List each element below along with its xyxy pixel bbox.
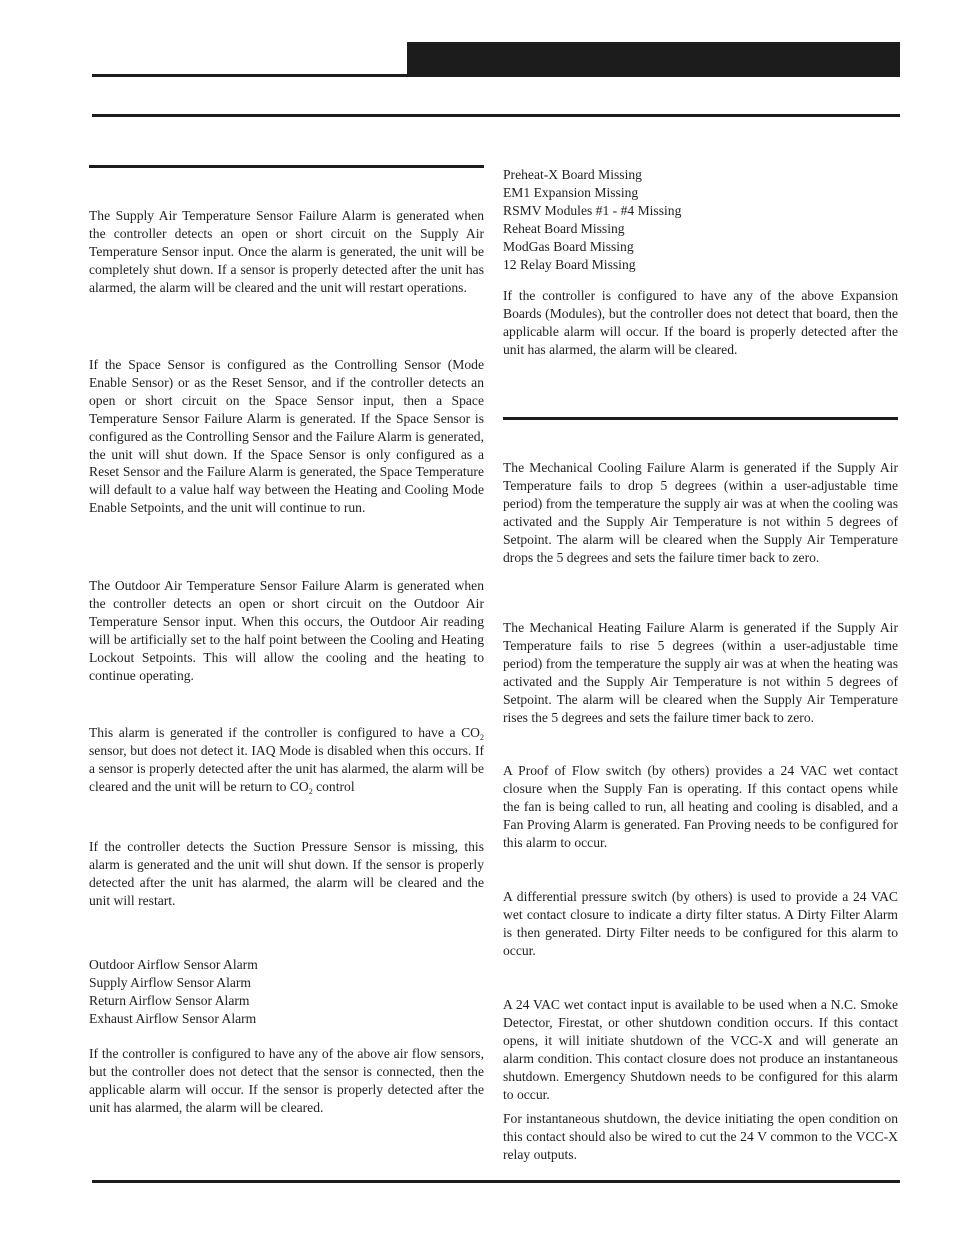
space-sensor-paragraph (89, 356, 484, 517)
list-item: Outdoor Airflow Sensor Alarm (89, 957, 258, 972)
list-item: RSMV Modules #1 - #4 Missing (503, 202, 682, 218)
header-bar (407, 42, 900, 77)
outdoor-air-temp-text: The Outdoor Air Temperature Sensor Failure Alarm is generated when the controller detects an open or short circuit on the Outdoor Air Temperature Sensor input. When this occurs, the Outdoor Air reading will be artificially set to the half point between the Cooling and Heating Lockout Setpoints. This will allow the cooling and the heating to continue operating. (89, 578, 484, 683)
co2-text: This alarm is generated if the controller is configured to have a $CO_2$ sensor, but does not detect it. IAQ Mode is disabled when this occurs. If a sensor is properly detected after the unit has alarmed, the alarm will be cleared and the unit will be return to $CO_2$ control (89, 725, 484, 796)
emergency-shutdown-paragraph (503, 996, 898, 1103)
suction-paragraph (89, 838, 484, 910)
supply-air-temp-text: The Supply Air Temperature Sensor Failure Alarm is generated when the controller detects an open or short circuit on the Supply Air Temperature Sensor input. Once the alarm is generated, the unit will be completely shut down. If a sensor is properly detected after the unit has alarmed, the alarm will be cleared and the unit will restart operations. (89, 208, 484, 295)
dirty-filter-paragraph (503, 888, 898, 960)
header-rule (92, 114, 900, 117)
list-item: Reheat Board Missing (503, 220, 625, 236)
emergency-shutdown-text: A 24 VAC wet contact input is available to be used when a N.C. Smoke Detector, Firestat, or other shutdown condition occurs. If this contact opens, it will initiate shutdown of the VCC-X and will generate an alarm condition. This contact closure does not produce an instantaneous shutdown. Emergency Shutdown needs to be configured for this alarm to occur. (503, 997, 898, 1102)
mech-heating-paragraph (503, 619, 898, 726)
list-item: Return Airflow Sensor Alarm (89, 992, 250, 1008)
footer-rule (92, 1180, 900, 1183)
list-item: Supply Airflow Sensor Alarm (89, 974, 251, 990)
mech-cooling-paragraph (503, 459, 898, 566)
board-text: If the controller is configured to have any of the above Expansion Boards (Modules), but the controller does not detect that board, then the applicable alarm will occur. If the board is properly detected after the unit has alarmed, the alarm will be cleared. (503, 288, 898, 357)
airflow-text: If the controller is configured to have any of the above air flow sensors, but the controller does not detect that the sensor is connected, then the applicable alarm will occur. If the sensor is properly detected after the unit has alarmed, the alarm will be cleared. (89, 1046, 484, 1115)
mech-cooling-text: The Mechanical Cooling Failure Alarm is generated if the Supply Air Temperature fails to drop 5 degrees (within a user-adjustable time period) from the temperature the supply air was at when the cooling was activated and the Supply Air Temperature is not within 5 degrees of Setpoint. The alarm will be cleared when the Supply Air Temperature drops the 5 degrees and sets the failure timer back to zero. (503, 460, 898, 565)
section-rule-left (89, 165, 484, 168)
list-item: ModGas Board Missing (503, 238, 634, 254)
section-rule-right (503, 417, 898, 420)
board-paragraph (503, 287, 898, 359)
supply-air-temp-paragraph (89, 207, 484, 297)
airflow-paragraph (89, 1045, 484, 1117)
header-rule-short (92, 74, 407, 77)
list-item: 12 Relay Board Missing (503, 256, 636, 272)
list-item: Exhaust Airflow Sensor Alarm (89, 1010, 257, 1026)
mech-heating-text: The Mechanical Heating Failure Alarm is generated if the Supply Air Temperature fails to rise 5 degrees (within a user-adjustable time period) from the temperature the supply air was at when the heating was activated and the Supply Air Temperature is not within 5 degrees of Setpoint. The alarm will be cleared when the Supply Air Temperature rises the 5 degrees and sets the failure timer back to zero. (503, 620, 898, 725)
suction-text: If the controller detects the Suction Pressure Sensor is missing, this alarm is generated and the unit will shut down. If the sensor is properly detected after the unit has alarmed, the alarm will be cleared and the unit will restart. (89, 839, 484, 908)
outdoor-air-temp-paragraph (89, 577, 484, 684)
board-missing-list (503, 166, 898, 273)
airflow-alarm-list (89, 956, 484, 1028)
instantaneous-shutdown-text: For instantaneous shutdown, the device initiating the open condition on this contact should also be wired to cut the 24 V common to the VCC-X relay outputs. (503, 1111, 898, 1162)
instantaneous-shutdown-paragraph (503, 1110, 898, 1164)
proof-of-flow-paragraph (503, 762, 898, 852)
list-item: EM1 Expansion Missing (503, 184, 639, 200)
space-sensor-text: If the Space Sensor is configured as the Controlling Sensor (Mode Enable Sensor) or as the Reset Sensor, and if the controller detects an open or short circuit on the Space Sensor input, then a Space Temperature Sensor Failure Alarm is generated. If the Space Sensor is configured as the Controlling Sensor and the Failure Alarm is generated, the unit will shut down. If the Space Sensor is only configured as a Reset Sensor and the Failure Alarm is generated, the Space Temperature will default to a value half way between the Heating and Cooling Mode Enable Setpoints, and the unit will continue to run. (89, 357, 484, 516)
dirty-filter-text: A differential pressure switch (by others) is used to provide a 24 VAC wet contact closure to indicate a dirty filter status. A Dirty Filter Alarm is then generated. Dirty Filter needs to be configured for this alarm to occur. (503, 889, 898, 958)
list-item: Preheat-X Board Missing (503, 167, 642, 182)
proof-of-flow-text: A Proof of Flow switch (by others) provides a 24 VAC wet contact closure when the Supply Fan is operating. If this contact opens while the fan is being called to run, all heating and cooling is disabled, and a Fan Proving Alarm is generated. Fan Proving needs to be configured for this alarm to occur. (503, 763, 898, 850)
co2-paragraph (89, 724, 484, 796)
